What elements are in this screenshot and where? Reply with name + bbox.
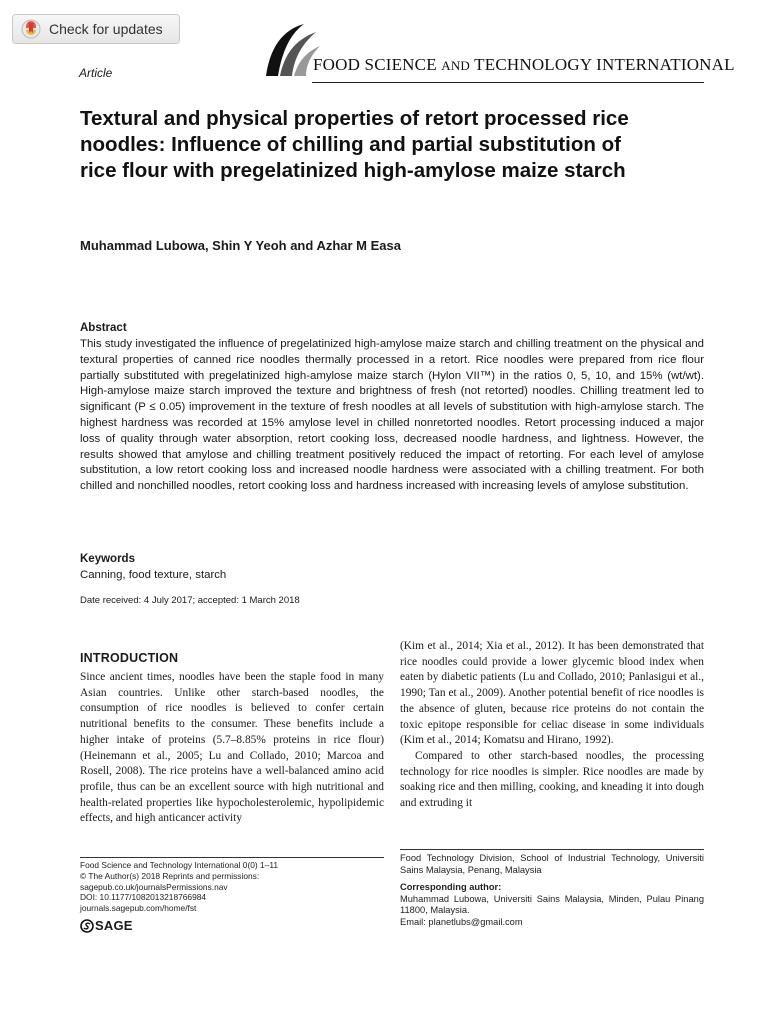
corresponding-author-address: Muhammad Lubowa, Universiti Sains Malaysia, Minden, Pulau Pinang 11800, Malaysia. xyxy=(400,893,704,916)
copyright-line: © The Author(s) 2018 Reprints and permissions: xyxy=(80,870,260,881)
check-for-updates-label: Check for updates xyxy=(49,21,163,37)
keywords-heading: Keywords xyxy=(80,553,135,565)
paper-title: Textural and physical properties of retort processed rice noodles: Influence of chilling and partial substitution of rice flour with pregelatinized high-amylose maize starch xyxy=(80,107,629,182)
journal-citation: Food Science and Technology International 0(0) 1–11 xyxy=(80,860,279,870)
introduction-left-column: Since ancient times, noodles have been the staple food in many Asian countries. Unlike other starch-based noodles, the consumption of rice noodles is believed to confer certain nutritional benefits to the consumer. These benefits include a higher intake of proteins (5.7–8.85% proteins in rice flour) (Heinemann et al., 2005; Lu and Collado, 2010; Marcoa and Rosell, 2008). The rice proteins have a well-balanced amino acid profile, thus can be an excellent source with high nutritional and health-related properties like hypocholesterolemic, hypolipidemic effects, and high anticancer activity xyxy=(80,671,384,825)
introduction-heading: INTRODUCTION xyxy=(80,651,179,665)
abstract-heading: Abstract xyxy=(80,322,127,334)
author-affiliation-footer xyxy=(400,853,704,929)
publication-dates: Date received: 4 July 2017; accepted: 1 March 2018 xyxy=(80,595,300,606)
corresponding-author-heading: Corresponding author: xyxy=(400,882,502,893)
journal-url[interactable]: journals.sagepub.com/home/fst xyxy=(80,903,197,914)
check-for-updates-button[interactable] xyxy=(12,14,180,44)
doi[interactable]: DOI: 10.1177/1082013218766984 xyxy=(80,892,207,903)
publisher-name: SAGE xyxy=(95,918,133,933)
permissions-link[interactable]: sagepub.co.uk/journalsPermissions.nav xyxy=(80,881,228,892)
corresponding-author-email[interactable]: Email: planetlubs@gmail.com xyxy=(400,916,523,927)
journal-footer xyxy=(80,860,384,914)
keywords-list: Canning, food texture, starch xyxy=(80,569,227,581)
introduction-paragraph: (Kim et al., 2014; Xia et al., 2012). It has been demonstrated that rice noodles could provide a lower glycemic blood index when eaten by diabetic patients (Lu and Collado, 2010; Panlasigui et al., 1990; Tan et al., 2009). Another potential benefit of rice noodles is the absence of gluten, because rice proteins do not contain the toxic epitope responsible for celiac disease in some individuals (Kim et al., 2014; Komatsu and Hirano, 1992). xyxy=(400,640,704,747)
introduction-paragraph: Compared to other starch-based noodles, the processing technology for rice noodles is simpler. Rice noodles are made by soaking rice and then milling, cooking, and kneading it into dough and extruding it xyxy=(400,749,704,810)
sage-logo xyxy=(80,918,133,933)
affiliation: Food Technology Division, School of Industrial Technology, Universiti Sains Malaysia, Penang, Malaysia xyxy=(400,853,704,875)
footer-divider-right xyxy=(400,849,704,850)
abstract-body: This study investigated the influence of pregelatinized high-amylose maize starch and chilling treatment on the physical and textural properties of canned rice noodles thermally processed in a retort. Rice noodles were prepared from rice flour partially substituted with pregelatinized high-amylose maize starch (Hylon VII™) in the ratios 0, 5, 10, and 15% (wt/wt). High-amylose maize starch improved the texture and brightness of fresh (not retorted) noodles. Chilling treatment led to significant (P ≤ 0.05) improvement in the texture of fresh noodles at all levels of substitution with high-amylose starch. The highest hardness was recorded at 15% amylose level in chilled nonretorted noodles. Retort processing induced a major loss of quality through water absorption, retort cooking loss, decreased noodle hardness, and lightness. However, the results showed that amylose and chilling treatment positively reduced the impact of retorting. For each level of amylose substitution, a low retort cooking loss and increased noodle hardness were associated with a chilling treatment. For both chilled and nonchilled noodles, retort cooking loss and hardness increased with increasing levels of amylose substitution. xyxy=(80,338,704,493)
sage-mark-icon xyxy=(80,919,94,933)
header-divider xyxy=(312,82,704,83)
journal-name: FOOD SCIENCE AND TECHNOLOGY INTERNATIONAL xyxy=(313,55,735,74)
footer-divider-left xyxy=(80,857,384,858)
article-type-label: Article xyxy=(79,66,113,80)
author-list: Muhammad Lubowa, Shin Y Yeoh and Azhar M Easa xyxy=(80,238,401,253)
introduction-right-column xyxy=(400,639,704,812)
bookmark-icon xyxy=(21,19,41,39)
